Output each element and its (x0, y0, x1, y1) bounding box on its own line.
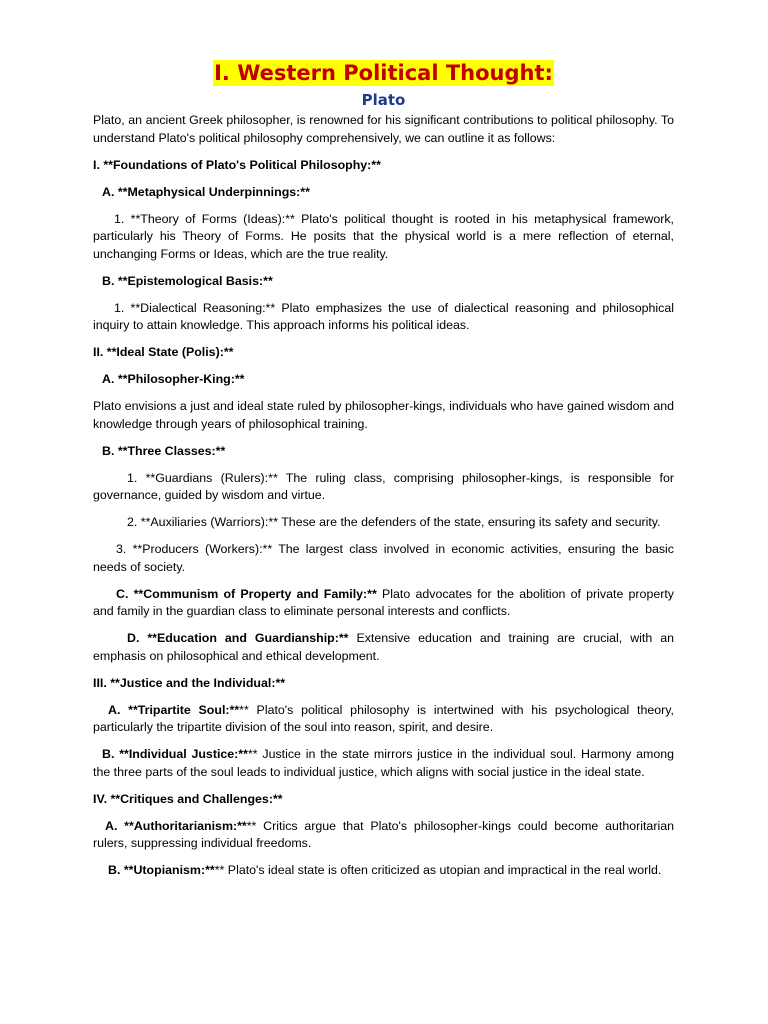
section-3b-text: ** Justice in the state mirrors justice in the individual soul. Harmony among the three parts of the soul leads to individual justice, which aligns with social justice in the ideal state. (93, 747, 674, 779)
section-2d-paragraph (93, 630, 674, 665)
section-3a-text: ** Plato's political philosophy is intertwined with his psychological theory, particularly the tripartite division of the soul into reason, spirit, and desire. (93, 702, 674, 734)
section-4b-label: B. **Utopianism:** (108, 863, 215, 877)
section-4a-label: A. **Authoritarianism:** (105, 818, 247, 833)
section-2b-heading: B. **Three Classes:** (102, 443, 226, 458)
section-2c-paragraph (93, 586, 674, 621)
section-2c-text: Plato advocates for the abolition of private property and family in the guardian class to eliminate personal interests and conflicts. (93, 586, 674, 618)
section-1b-item-1: 1. **Dialectical Reasoning:** Plato emphasizes the use of dialectical reasoning and philosophical inquiry to attain knowledge. This approach informs his political ideas. (93, 300, 674, 332)
intro-paragraph: Plato, an ancient Greek philosopher, is renowned for his significant contributions to political philosophy. To understand Plato's political philosophy comprehensively, we can outline it as follows: (93, 113, 674, 145)
section-2b-item-3: 3. **Producers (Workers):** The largest class involved in economic activities, ensuring the basic needs of society. (93, 542, 674, 574)
section-3a-label: A. **Tripartite Soul:** (108, 702, 240, 717)
section-4a-paragraph (93, 818, 674, 853)
section-4-heading: IV. **Critiques and Challenges:** (93, 791, 283, 806)
document-page (93, 60, 674, 889)
section-3b-paragraph (93, 746, 674, 781)
section-2b-item-2: 2. **Auxiliaries (Warriors):** These are the defenders of the state, ensuring its safety and security. (127, 515, 661, 529)
document-title: I. Western Political Thought: (214, 61, 553, 85)
section-2c-label: C. **Communism of Property and Family:** (116, 586, 377, 601)
section-2d-label: D. **Education and Guardianship:** (127, 631, 349, 645)
section-2b-item-1: 1. **Guardians (Rulers):** The ruling class, comprising philosopher-kings, is responsible for governance, guided by wisdom and virtue. (93, 470, 674, 502)
section-1b-heading: B. **Epistemological Basis:** (102, 273, 273, 288)
section-4b-paragraph (93, 862, 674, 880)
section-4b-text: ** Plato's ideal state is often criticized as utopian and impractical in the real world. (214, 863, 662, 877)
section-2a-heading: A. **Philosopher-King:** (102, 372, 245, 386)
section-3b-label: B. **Individual Justice:** (102, 747, 248, 761)
section-1a-heading: A. **Metaphysical Underpinnings:** (102, 184, 310, 199)
section-4a-text: ** Critics argue that Plato's philosopher-kings could become authoritarian rulers, suppressing individual freedoms. (93, 818, 674, 850)
section-2d-text: Extensive education and training are crucial, with an emphasis on philosophical and ethical development. (93, 631, 674, 663)
section-1a-item-1: 1. **Theory of Forms (Ideas):** Plato's political thought is rooted in his metaphysical framework, particularly his Theory of Forms. He posits that the physical world is a mere reflection of eternal, unchanging Forms or Ideas, which are the true reality. (93, 211, 674, 261)
title-container (93, 60, 674, 90)
section-3a-paragraph (93, 702, 674, 737)
section-3-heading: III. **Justice and the Individual:** (93, 675, 286, 690)
section-2-heading: II. **Ideal State (Polis):** (93, 345, 234, 359)
section-2a-paragraph: Plato envisions a just and ideal state ruled by philosopher-kings, individuals who have gained wisdom and knowledge through years of philosophical training. (93, 399, 674, 431)
section-1-heading: I. **Foundations of Plato's Political Philosophy:** (93, 157, 381, 172)
document-subtitle: Plato (361, 91, 406, 109)
